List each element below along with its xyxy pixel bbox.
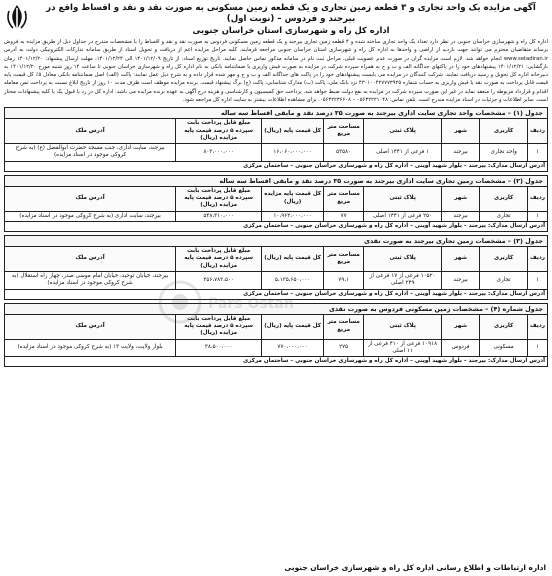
- cell-city: بیرجند: [442, 271, 480, 289]
- col-area: مساحت متر مربع: [324, 247, 364, 272]
- table4-address-note-row: [5, 357, 548, 367]
- cell-plaque: ۲۵۰ فرعی از ۱۴۴۱ اصلی: [364, 211, 442, 221]
- cell-row-number: ۱: [528, 339, 548, 357]
- table4-address-note: آدرس ارسال مدارک: بیرجند – بلوار شهید آوینی – اداره کل راه و شهرسازی خراسان جنوبی – ساختمان مرکزی: [5, 357, 548, 367]
- notice-footer: اداره ارتباطات و اطلاع رسانی اداره کل راه و شهرسازی خراسان جنوبی: [284, 563, 546, 572]
- cell-base-price: ۷۷۰،۰۰۰،۰۰۰: [262, 339, 324, 357]
- col-plaque: پلاک ثبتی: [364, 186, 442, 211]
- cell-usage: واحد تجاری: [480, 144, 528, 162]
- cell-base-price: ۵،۱۳۵،۶۵۰،۰۰۰: [262, 271, 324, 289]
- table4-header-row: [5, 314, 548, 339]
- col-area: مساحت متر مربع: [324, 186, 364, 211]
- col-base-price: کل قیمت پایه مزایده (ریال): [262, 186, 324, 211]
- col-address: آدرس ملک: [5, 119, 176, 144]
- cell-area: ۵۳۵۸۰: [324, 144, 364, 162]
- cell-address: بیرجند، سایت اداری، جنب مسجد حضرت ابوالفضل (ع) (به شرح کروکی موجود در اسناد مزایده): [5, 144, 176, 162]
- col-base-price: کل قیمت پایه (ریال): [262, 314, 324, 339]
- cell-row-number: ۱: [528, 271, 548, 289]
- col-deposit: مبلغ قابل پرداخت بابت سپرده ۵ درصد قیمت پایه مزایده (ریال): [176, 247, 262, 272]
- col-area: مساحت متر مربع: [324, 314, 364, 339]
- table2: [4, 186, 548, 232]
- col-usage: کاربری: [480, 119, 528, 144]
- table-row: [5, 339, 548, 357]
- cell-plaque: ۱۰۵۲۰ فرعی از ۱۷ فرعی از ۲۴۹ اصلی: [364, 271, 442, 289]
- col-base-price: کل قیمت پایه (ریال): [262, 119, 324, 144]
- col-address: آدرس ملک: [5, 314, 176, 339]
- table1-caption: جدول (۱) – مشخصات واحد تجاری سایت اداری بیرجند به صورت ۳۵ درصد نقد و مابقی اقساط سه ساله: [4, 107, 548, 118]
- col-city: شهر: [442, 314, 480, 339]
- table-row: [5, 144, 548, 162]
- table-row: [5, 271, 548, 289]
- col-city: شهر: [442, 247, 480, 272]
- cell-plaque: ۱۰۹۱۸ فرعی از ۴۱۰ فرعی از ۱۱ اصلی: [364, 339, 442, 357]
- cell-usage: مسکونی: [480, 339, 528, 357]
- col-deposit: مبلغ قابل پرداخت بابت سپرده ۵ درصد قیمت پایه مزایده (ریال): [176, 119, 262, 144]
- table1-address-note-row: [5, 161, 548, 171]
- col-usage: کاربری: [480, 314, 528, 339]
- table1-address-note: آدرس ارسال مدارک: بیرجند – بلوار شهید آوینی – اداره کل راه و شهرسازی خراسان جنوبی – ساختمان مرکزی: [5, 161, 548, 171]
- cell-deposit: ۳۸،۵۰۰،۰۰۰: [176, 339, 262, 357]
- cell-city: فردوس: [442, 339, 480, 357]
- cell-area: ۷۹،۱: [324, 271, 364, 289]
- col-row-number: ردیف: [528, 247, 548, 272]
- cell-row-number: ۱: [528, 144, 548, 162]
- cell-usage: تجاری: [480, 211, 528, 221]
- col-plaque: پلاک ثبتی: [364, 247, 442, 272]
- iran-emblem-icon: [4, 3, 30, 33]
- table2-address-note-row: [5, 221, 548, 231]
- cell-address: بیرجند، سایت اداری (به شرح کروکی موجود در اسناد مزایده): [5, 211, 176, 221]
- col-deposit: مبلغ قابل پرداخت بابت سپرده ۵ درصد قیمت پایه مزایده (ریال): [176, 314, 262, 339]
- notice-header: [4, 3, 548, 37]
- col-row-number: ردیف: [528, 119, 548, 144]
- cell-deposit: ۲۵۶،۷۸۲،۵۰۰: [176, 271, 262, 289]
- cell-row-number: ۱: [528, 211, 548, 221]
- table3: [4, 246, 548, 300]
- cell-deposit: ۵۴۸،۳۱۰،۰۰۰: [176, 211, 262, 221]
- col-city: شهر: [442, 186, 480, 211]
- cell-address: بلوار ولایت، ولایت ۱۳ (به شرح کروکی موجود در اسناد مزایده): [5, 339, 176, 357]
- col-base-price: کل قیمت پایه (ریال): [262, 247, 324, 272]
- cell-address: بیرجند، خیابان توحید، خیابان امام موسی صدر، چهار راه استقلال (به شرح کروکی موجود در اسناد مزایده): [5, 271, 176, 289]
- col-row-number: ردیف: [528, 314, 548, 339]
- col-plaque: پلاک ثبتی: [364, 119, 442, 144]
- col-area: مساحت متر مربع: [324, 119, 364, 144]
- table1-header-row: [5, 119, 548, 144]
- table4-caption: جدول شماره (۴) – مشخصات زمین مسکونی فردوس به صورت نقدی: [4, 303, 548, 314]
- cell-base-price: ۱۰،۹۶۲،۰۰۰،۰۰۰: [262, 211, 324, 221]
- table4: [4, 314, 548, 368]
- notice-subtitle: اداره کل راه و شهرسازی استان خراسان جنوبی: [192, 25, 390, 36]
- table2-caption: جدول (۲) – مشخصات زمین تجاری سایت اداری بیرجند به صورت ۳۵ درصد نقد و مابقی اقساط سه ساله: [4, 175, 548, 186]
- table2-header-row: [5, 186, 548, 211]
- table3-header-row: [5, 247, 548, 272]
- cell-deposit: ۸۰۳،۰۰۰،۰۰۰: [176, 144, 262, 162]
- title-block: [34, 3, 548, 36]
- notice-title: آگهی مزایده یک واحد تجاری و ۳ قطعه زمین تجاری و یک قطعه زمین مسکونی به صورت نقد و نقد و اقساط واقع در بیرجند و فردوس – (نوبت اول): [46, 3, 536, 25]
- table3-address-note-row: [5, 289, 548, 299]
- col-address: آدرس ملک: [5, 186, 176, 211]
- cell-plaque: ۱ فرعی از ۱۴۴۱ اصلی: [364, 144, 442, 162]
- col-row-number: ردیف: [528, 186, 548, 211]
- table3-caption: جدول (۳) – مشخصات زمین تجاری بیرجند به صورت نقدی: [4, 235, 548, 246]
- col-deposit: مبلغ قابل پرداخت بابت سپرده ۵ درصد قیمت پایه مزایده (ریال): [176, 186, 262, 211]
- col-usage: کاربری: [480, 186, 528, 211]
- notice-body: اداره کل راه و شهرسازی خراسان جنوبی در نظر دارد تعداد یک واحد تجاری ساخته شده و ۴ قطعه زمین تجاری بیرجند و یک قطعه زمین مسکونی فردوس به صورت نقد و نقد و اقساط را با مشخصات مندرج در جداول ذیل از طریق مزایده به فروش برساند متقاضیان محترم می توانند جهت بازدید از اراضی و واحدها به اداره کل راه و شهرسازی استان خراسان جنوبی مراجعه فرمایند. کلیه مراحل مزایده اعم از دریافت و تحویل اسناد از طریق سامانه تدارکات الکترونیکی دولت به آدرس www.setadiran.ir انجام خواهد شد. لازم است مزایده گران در صورت عدم عضویت قبلی، مراحل ثبت نام در سامانه مذکور تماس حاصل نمایند. تاریخ توزیع اسناد: از تاریخ ۱۴۰۱/۱۲/۰۹ الی ۱۴۰۱/۱۲/۲۴، مهلت ارسال پیشنهاد: ۱۴۰۱/۱۲/۲۰ زمان بازگشایی: ۱۴۰۱/۱۲/۲۱ پیشنهادهای خود را در پاکتهای جداگانه الف و ب و ج به همراه سپرده شرکت در مزایده به صورت فیش واریزی یا ضمانتنامه بانکی به نام اداره کل راه و شهرسازی خراسان جنوبی تا ساعت ۱۴ روز شنبه مورخ ۱۴۰۱/۱۲/۲۰ به دبیرخانه اداره کل تحویل و رسید دریافت نمایند. شرکت کنندگان در مزایده می بایست پیشنهادهای خود را در پاکت های جداگانه الف و ب و ج و مهر شده قرار داده و به شرح ذیل عمل نمایند: پاکت (الف) اصل ضمانتنامه بانکی معادل ۵٪ کل قیمت پایه قیمت قابل پرداخت به صورت نقد یا فیش واریزی به حساب شماره ۴۳۰۱۰۰۴۲۷۷۷۳۹۲۵ نزد بانک ملی، پاکت (ب) مدارک شناسایی، پاکت (ج) برگ پیشنهاد قیمت. برنده مزایده موظف است ظرف مدت ۱۰ روز از تاریخ ابلاغ نسبت به پرداخت ثمن معامله اقدام و قرارداد مربوطه را منعقد نماید در غیر این صورت سپرده شرکت در مزایده به نفع دولت ضبط خواهد شد. پرداخت حق کمیسیون و کارشناسی و هزینه درج آگهی به عهده برنده مزایده می باشد. اداره کل در رد یا قبول یک یا کلیه پیشنهادات مختار است. سایر اطلاعات و جزئیات در اسناد مزایده مندرج است. تلفن تماس: ۰۵۶۳۲۲۲۱۰۴۸ – ۰۵۶۳۲۲۳۶۶۰۸. برای مشاهده اطلاعات بیشتر به سایت اداره کل مراجعه شود.: [4, 39, 548, 103]
- cell-base-price: ۱۶،۰۶۰،۰۰۰،۰۰۰: [262, 144, 324, 162]
- col-plaque: پلاک ثبتی: [364, 314, 442, 339]
- table-row: [5, 211, 548, 221]
- table2-address-note: آدرس ارسال مدارک: بیرجند – بلوار شهید آوینی – اداره کل راه و شهرسازی خراسان جنوبی – ساختمان مرکزی: [5, 221, 548, 231]
- table3-address-note: آدرس ارسال مدارک: بیرجند – بلوار شهید آوینی – اداره کل راه و شهرسازی خراسان جنوبی – ساختمان مرکزی: [5, 289, 548, 299]
- cell-usage: تجاری: [480, 271, 528, 289]
- col-address: آدرس ملک: [5, 247, 176, 272]
- col-city: شهر: [442, 119, 480, 144]
- cell-area: ۷۷: [324, 211, 364, 221]
- cell-city: بیرجند: [442, 144, 480, 162]
- table1: [4, 118, 548, 172]
- cell-city: بیرجند: [442, 211, 480, 221]
- col-usage: کاربری: [480, 247, 528, 272]
- cell-area: ۲۷۵: [324, 339, 364, 357]
